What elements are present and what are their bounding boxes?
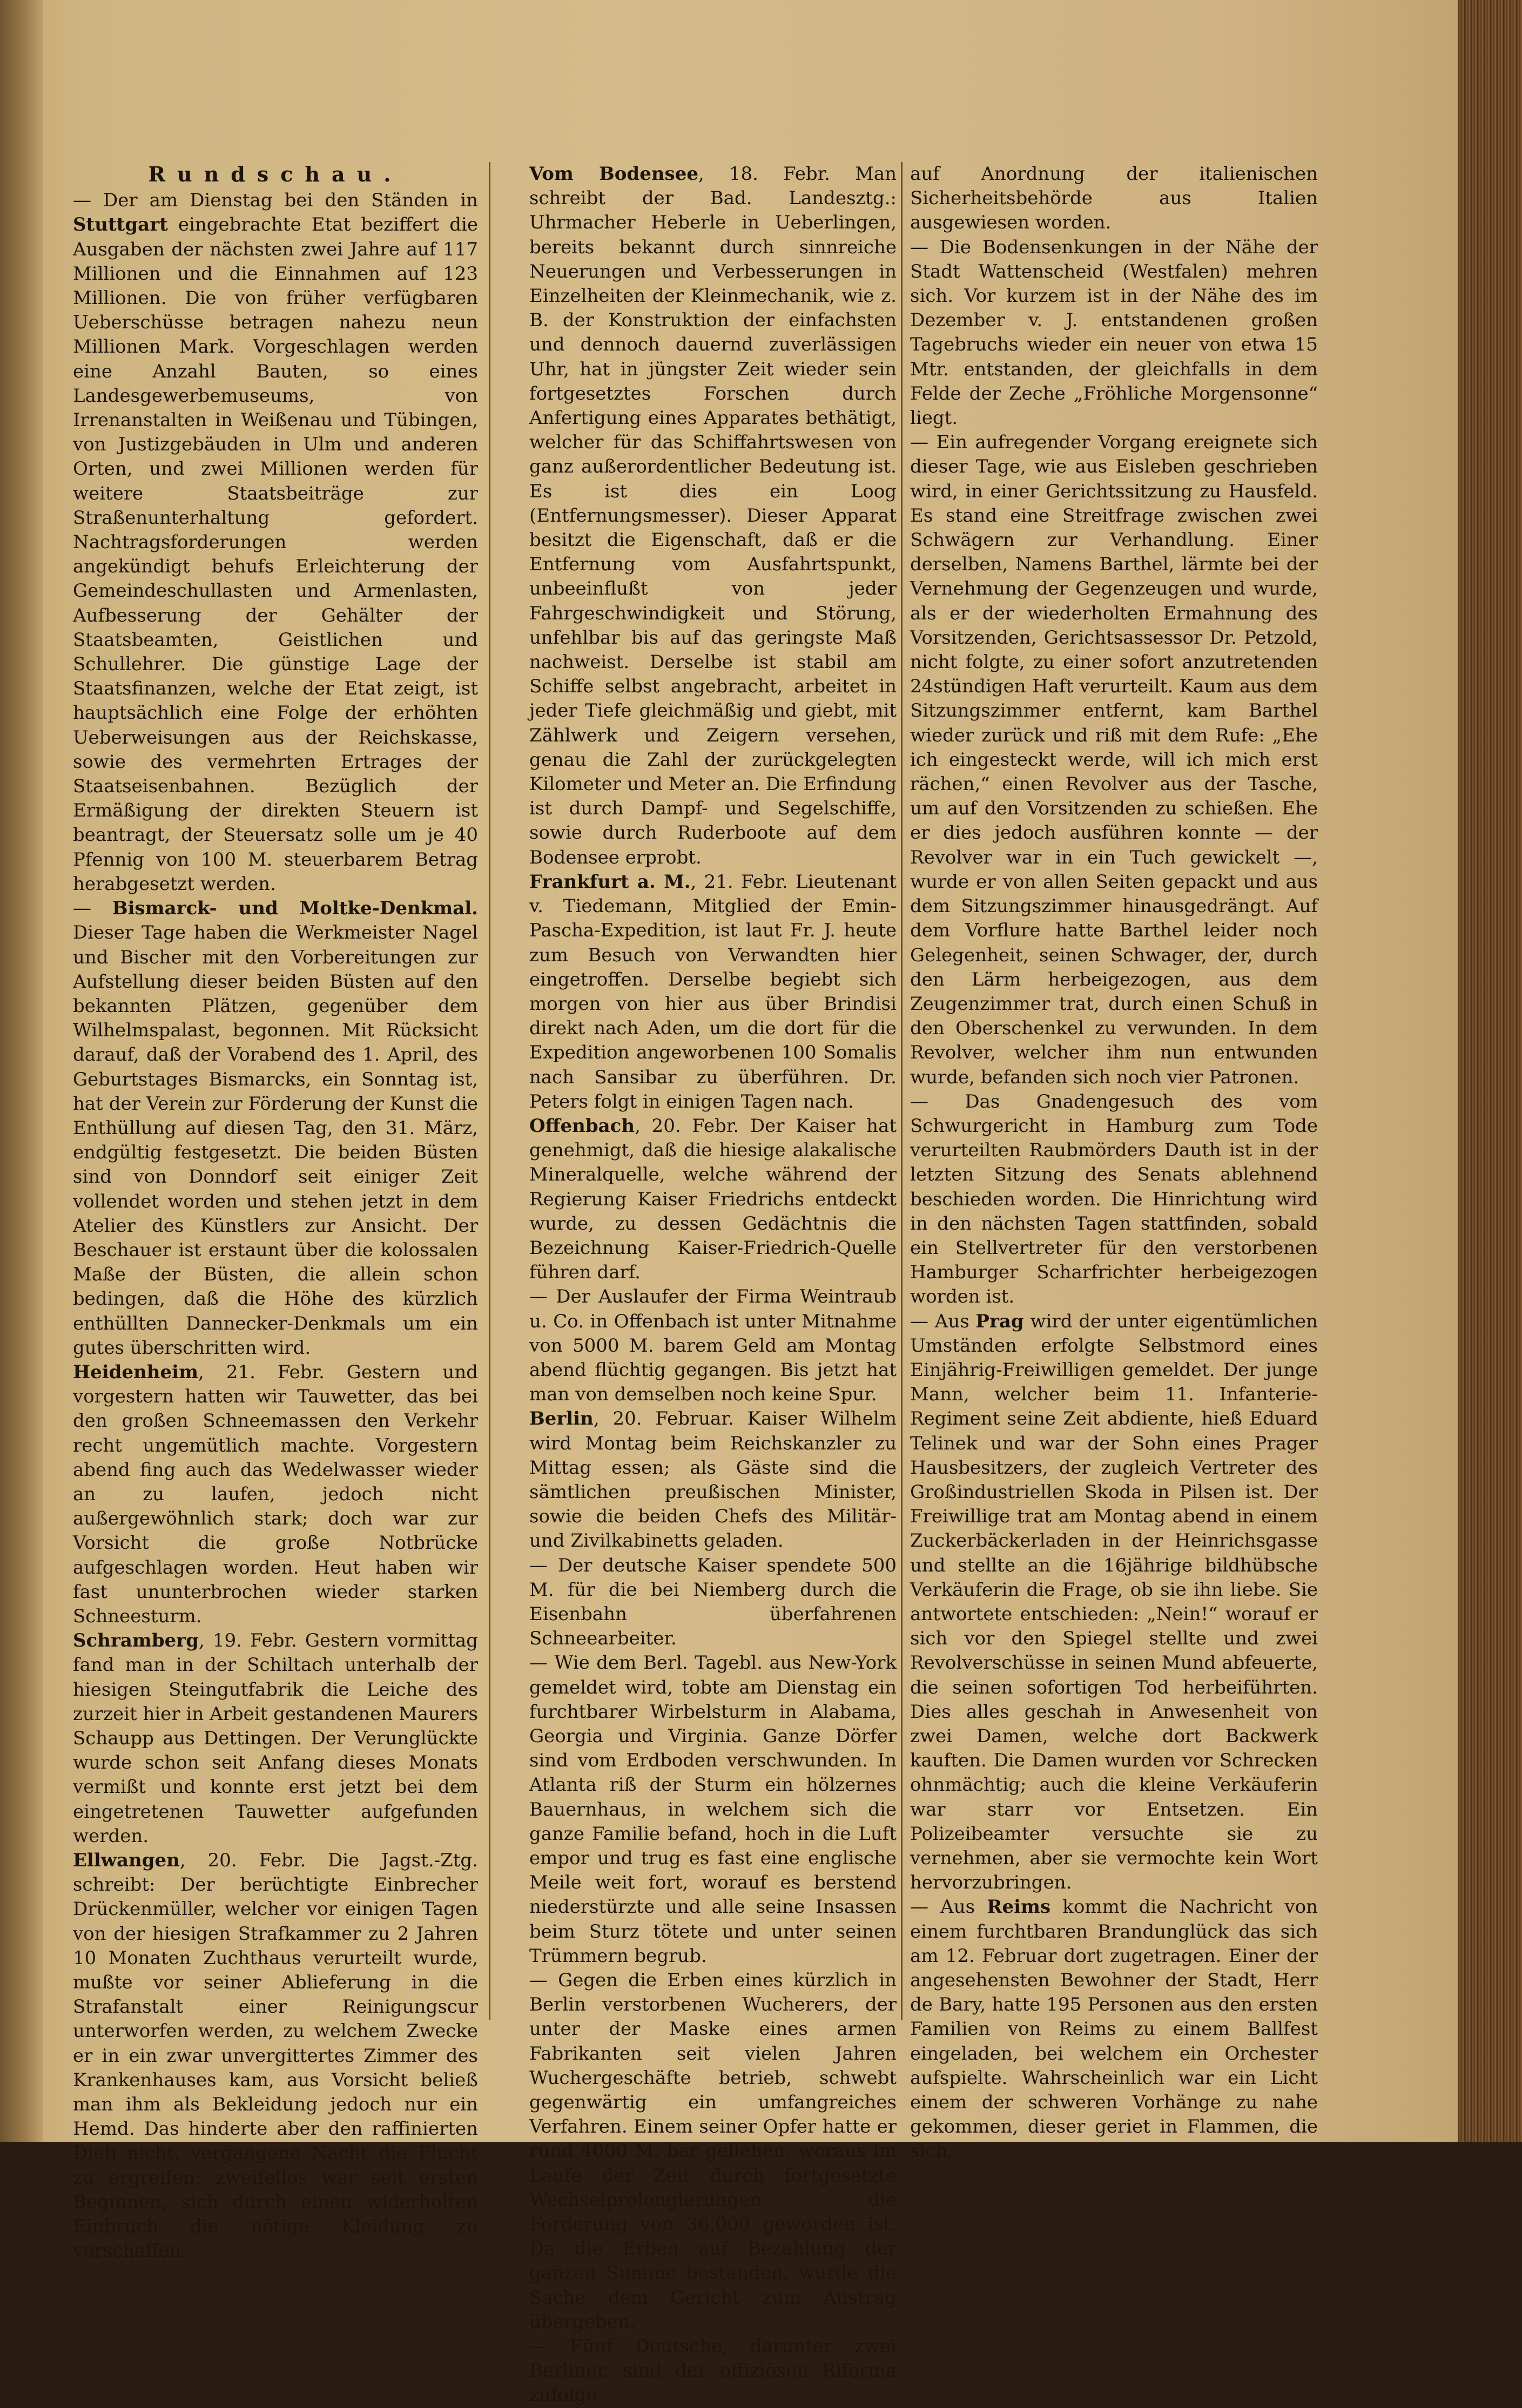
article-paragraph: — Das Gnadengesuch des vom Schwurgericht in Hamburg zum Tode verurteilten Raubmörders Dauth ist in der letzten Sitzung des Senats ablehnend beschieden worden. Die Hinrichtung wird in den nächsten Tagen stattfinden, sobald ein Stellvertreter für den verstorbenen Hamburger Scharfrichter herbeigezogen worden ist. xyxy=(910,1090,1318,1308)
book-binding xyxy=(0,0,43,2142)
column-3 xyxy=(910,162,1318,2164)
article-paragraph: Vom Bodensee, 18. Febr. Man schreibt der Bad. Landesztg.: Uhrmacher Heberle in Ueberlingen, bereits bekannt durch sinnreiche Neuerungen und Verbesserungen in Einzelheiten der Kleinmechanik, wie z. B. der Konstruktion der einfachsten und dennoch dauernd zuverlässigen Uhr, hat in jüngster Zeit wieder sein fortgesetztes Forschen durch Anfertigung eines Apparates bethätigt, welcher für das Schiffahrtswesen von ganz außerordentlicher Bedeutung ist. Es ist dies ein Loog (Entfernungsmesser). Dieser Apparat besitzt die Eigenschaft, daß er die Entfernung vom Ausfahrtspunkt, unbeeinflußt von jeder Fahrgeschwindigkeit und Störung, unfehlbar bis auf das geringste Maß nachweist. Derselbe ist stabil am Schiffe selbst angebracht, arbeitet in jeder Tiefe gleichmäßig und giebt, mit Zählwerk und Zeigern versehen, genau die Zahl der zurückgelegten Kilometer und Meter an. Die Erfindung ist durch Dampf- und Segelschiffe, sowie durch Ruderboote auf dem Bodensee erprobt. xyxy=(529,163,897,868)
article-paragraph: — Aus Prag wird der unter eigentümlichen Umständen erfolgte Selbstmord eines Einjährig-Freiwilligen gemeldet. Der junge Mann, welcher beim 11. Infanterie-Regiment seine Zeit abdiente, hieß Eduard Telinek und war der Sohn eines Prager Hausbesitzers, der zugleich Vertreter des Großindustriellen Skoda in Pilsen ist. Der Freiwillige trat am Montag abend in einem Zuckerbäckerladen in der Heinrichsgasse und stellte an die 16jährige bildhübsche Verkäuferin die Frage, ob sie ihn liebe. Sie antwortete entschieden: „Nein!“ worauf er sich vor den Spiegel stellte und zwei Revolverschüsse in seinen Mund abfeuerte, die seinen sofortigen Tod herbeiführten. Dies alles geschah in Anwesenheit von zwei Damen, welche dort Backwerk kauften. Die Damen wurden vor Schrecken ohnmächtig; auch die kleine Verkäuferin war starr vor Entsetzen. Ein Polizeibeamter versuchte sie zu vernehmen, aber sie vermochte kein Wort hervorzubringen. xyxy=(910,1310,1318,1894)
article-paragraph: — Die Bodensenkungen in der Nähe der Stadt Wattenscheid (Westfalen) mehren sich. Vor kurzem ist in der Nähe des im Dezember v. J. entstandenen großen Tagebruchs wieder ein neuer von etwa 15 Mtr. entstanden, der gleichfalls in dem Felde der Zeche „Fröhliche Morgensonne“ liegt. xyxy=(910,236,1318,429)
column-2 xyxy=(529,162,897,2408)
article-paragraph: auf Anordnung der italienischen Sicherheitsbehörde aus Italien ausgewiesen worden. xyxy=(910,163,1318,234)
article-paragraph: Schramberg, 19. Febr. Gestern vormittag fand man in der Schiltach unterhalb der hiesigen Steingutfabrik die Leiche des zurzeit hier in Arbeit gestandenen Maurers Schaupp aus Dettingen. Der Verunglückte wurde schon seit Anfang dieses Monats vermißt und konnte erst jetzt bei dem eingetretenen Tauwetter aufgefunden werden. xyxy=(73,1630,478,1847)
article-paragraph: Ellwangen, 20. Febr. Die Jagst.-Ztg. schreibt: Der berüchtigte Einbrecher Drückenmüller, welcher vor einigen Tagen von der hiesigen Strafkammer zu 2 Jahren 10 Monaten Zuchthaus verurteilt wurde, mußte vor seiner Ablieferung in die Strafanstalt einer Reinigungscur unterworfen werden, zu welchem Zwecke er in ein zwar unvergittertes Zimmer des Krankenhauses kam, aus Vorsicht beließ man ihm als Bekleidung jedoch nur ein Hemd. Das hinderte aber den raffinierten Dieb nicht, vergangene Nacht die Flucht zu ergreifen; zweifellos war seit ersten Beginnen, sich durch einen widerholten Einbruch die nötige Kleidung zu verschaffen. xyxy=(73,1850,478,2262)
article-paragraph: — Fünf Deutsche, darunter zwei Berliner, sind der offiziösen Riforma zufolge xyxy=(529,2336,897,2406)
page-edges xyxy=(1458,0,1522,2142)
column-1 xyxy=(73,162,478,2263)
article-paragraph: — Gegen die Erben eines kürzlich in Berlin verstorbenen Wucherers, der unter der Maske eines armen Fabrikanten seit vielen Jahren Wuchergeschäfte betrieb, schwebt gegenwärtig ein umfangreiches Verfahren. Einem seiner Opfer hatte er rund 4000 M. bar geliehen, woraus im Laufe der Zeit durch fortgesetzte Wechselprolongierungen die Forderung von 36,000 geworden ist. Da die Erben auf Bezahlung der ganzen Summe bestanden, wurde die Sache dem Gericht zum Austrag übergeben. xyxy=(529,1969,897,2333)
article-paragraph: — Der Auslaufer der Firma Weintraub u. Co. in Offenbach ist unter Mitnahme von 5000 M. barem Geld am Montag abend flüchtig gegangen. Bis jetzt hat man von demselben noch keine Spur. xyxy=(529,1286,897,1406)
article-paragraph: Berlin, 20. Februar. Kaiser Wilhelm wird Montag beim Reichskanzler zu Mittag essen; als Gäste sind die sämtlichen preußischen Minister, sowie die beiden Chefs des Militär- und Zivilkabinetts geladen. xyxy=(529,1408,897,1552)
column-rule-2 xyxy=(901,162,903,2020)
article-paragraph: — Der deutsche Kaiser spendete 500 M. für die bei Niemberg durch die Eisenbahn überfahrenen Schneearbeiter. xyxy=(529,1554,897,1650)
article-paragraph: Frankfurt a. M., 21. Febr. Lieutenant v. Tiedemann, Mitglied der Emin-Pascha-Expedition, ist laut Fr. J. heute zum Besuch von Verwandten hier eingetroffen. Derselbe begiebt sich morgen von hier aus über Brindisi direkt nach Aden, um die dort für die Expedition angeworbenen 100 Somalis nach Sansibar zu überführen. Dr. Peters folgt in einigen Tagen nach. xyxy=(529,871,897,1112)
column-rule-1 xyxy=(489,162,490,2020)
article-paragraph: — Ein aufregender Vorgang ereignete sich dieser Tage, wie aus Eisleben geschrieben wird, in einer Gerichtssitzung zu Hausfeld. Es stand eine Streitfrage zwischen zwei Schwägern zur Verhandlung. Einer derselben, Namens Barthel, lärmte bei der Vernehmung der Gegenzeugen und wurde, als er der wiederholten Ermahnung des Vorsitzenden, Gerichtsassessor Dr. Petzold, nicht folgte, zu einer sofort anzutretenden 24stündigen Haft verurteilt. Kaum aus dem Sitzungszimmer entfernt, kam Barthel wieder zurück und riß mit dem Rufe: „Ehe ich eingesteckt werde, will ich mich erst rächen,“ einen Revolver aus der Tasche, um auf den Vorsitzenden zu schießen. Ehe er dies jedoch ausführen konnte — der Revolver war in ein Tuch gewickelt —, wurde er von allen Seiten gepackt und aus dem Sitzungszimmer hinausgedrängt. Auf dem Vorflure hatte Barthel leider noch Gelegenheit, seinen Schwager, der, durch den Lärm herbeigezogen, aus dem Zeugenzimmer trat, durch einen Schuß in den Oberschenkel zu verwunden. In dem Revolver, welcher ihm nun entwunden wurde, befanden sich noch vier Patronen. xyxy=(910,431,1318,1088)
article-paragraph: Offenbach, 20. Febr. Der Kaiser hat genehmigt, daß die hiesige alakalische Mineralquelle, welche während der Regierung Kaiser Friedrichs entdeckt wurde, zu dessen Gedächtnis die Bezeichnung Kaiser-Friedrich-Quelle führen darf. xyxy=(529,1115,897,1284)
article-paragraph: — Bismarck- und Moltke-Denkmal. Dieser Tage haben die Werkmeister Nagel und Bischer mit den Vorbereitungen zur Aufstellung dieser beiden Büsten auf den bekannten Plätzen, gegenüber dem Wilhelmspalast, begonnen. Mit Rücksicht darauf, daß der Vorabend des 1. April, des Geburtstages Bismarcks, ein Sonntag ist, hat der Verein zur Förderung der Kunst die Enthüllung auf diesen Tag, den 31. März, endgültig festgesetzt. Die beiden Büsten sind von Donndorf seit einiger Zeit vollendet worden und stehen jetzt in dem Atelier des Künstlers zur Ansicht. Der Beschauer ist erstaunt über die kolossalen Maße der Büsten, die allein schon bedingen, daß die Höhe des kürzlich enthüllten Dannecker-Denkmals um ein gutes überschritten wird. xyxy=(73,898,479,1359)
article-paragraph: — Der am Dienstag bei den Ständen in Stuttgart eingebrachte Etat beziffert die Ausgaben der nächsten zwei Jahre auf 117 Millionen und die Einnahmen auf 123 Millionen. Die von früher verfügbaren Ueberschüsse betragen nahezu neun Millionen Mark. Vorgeschlagen werden eine Anzahl Bauten, so eines Landesgewerbemuseums, von Irrenanstalten in Weißenau und Tübingen, von Justizgebäuden in Ulm und anderen Orten, und zwei Millionen werden für weitere Staatsbeiträge zur Straßenunterhaltung gefordert. Nachtragsforderungen werden angekündigt behufs Erleichterung der Gemeindeschullasten und Armenlasten, Aufbesserung der Gehälter der Staatsbeamten, Geistlichen und Schullehrer. Die günstige Lage der Staatsfinanzen, welche der Etat zeigt, ist hauptsächlich eine Folge der erhöhten Ueberweisungen aus der Reichskasse, sowie des vermehrten Ertrages der Staatseisenbahnen. Bezüglich der Ermäßigung der direkten Steuern ist beantragt, der Steuersatz solle um je 40 Pfennig von 100 M. steuerbarem Betrag herabgesetzt werden. xyxy=(73,190,478,895)
article-paragraph: Heidenheim, 21. Febr. Gestern und vorgestern hatten wir Tauwetter, das bei den großen Schneemassen den Verkehr recht ungemütlich machte. Vorgestern abend fing auch das Wedelwasser wieder an zu laufen, jedoch nicht außergewöhnlich stark; doch war zur Vorsicht die große Notbrücke aufgeschlagen worden. Heut haben wir fast ununterbrochen wieder starken Schneesturm. xyxy=(73,1361,478,1627)
article-paragraph: — Aus Reims kommt die Nachricht von einem furchtbaren Brandunglück das sich am 12. Februar dort zugetragen. Einer der angesehensten Bewohner der Stadt, Herr de Bary, hatte 195 Personen aus den ersten Familien von Reims zu einem Ballfest eingeladen, bei welchem ein Orchester aufspielte. Wahrscheinlich war ein Licht einem der schweren Vorhänge zu nahe gekommen, dieser geriet in Flammen, die sich, xyxy=(910,1896,1318,2162)
section-heading: Rundschau. xyxy=(148,162,403,186)
article-paragraph: — Wie dem Berl. Tagebl. aus New-York gemeldet wird, tobte am Dienstag ein furchtbarer Wirbelsturm in Alabama, Georgia und Virginia. Ganze Dörfer sind vom Erdboden verschwunden. In Atlanta riß der Sturm ein hölzernes Bauernhaus, in welchem sich die ganze Familie befand, hoch in die Luft empor und trug es fast eine englische Meile weit fort, worauf es berstend niederstürzte und alle seine Insassen beim Sturz tötete und unter seinen Trümmern begrub. xyxy=(529,1652,897,1967)
